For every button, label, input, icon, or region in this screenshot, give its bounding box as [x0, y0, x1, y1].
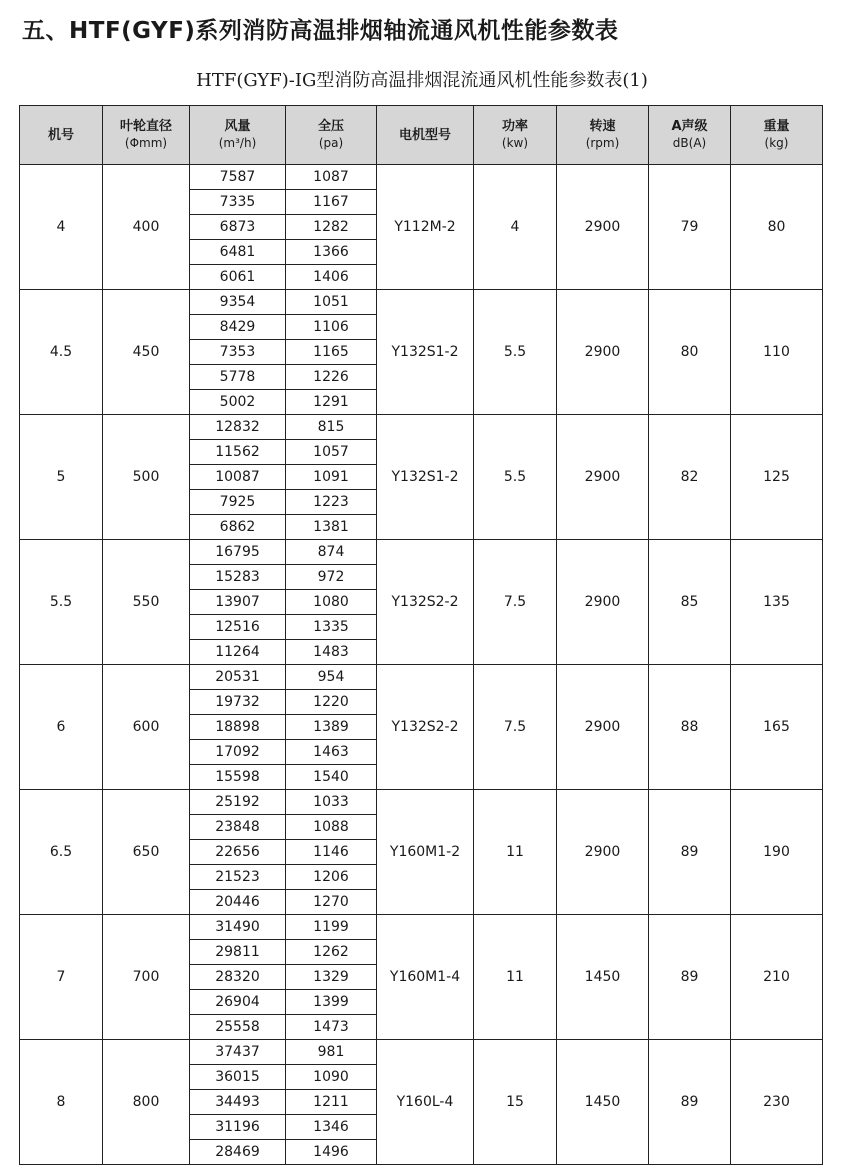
cell-airflow: 37437	[190, 1040, 286, 1065]
cell-speed: 2900	[557, 790, 649, 915]
header-power	[474, 106, 557, 165]
cell-diameter: 800	[103, 1040, 190, 1165]
cell-motor: Y132S1-2	[377, 290, 474, 415]
header-label: A声级	[671, 119, 708, 134]
cell-pressure: 1206	[286, 865, 377, 890]
header-unit: (kw)	[501, 136, 529, 150]
cell-motor: Y160M1-2	[377, 790, 474, 915]
cell-airflow: 36015	[190, 1065, 286, 1090]
cell-pressure: 1329	[286, 965, 377, 990]
cell-noise: 88	[649, 665, 731, 790]
cell-diameter: 400	[103, 165, 190, 290]
cell-pressure: 1051	[286, 290, 377, 315]
cell-motor: Y160M1-4	[377, 915, 474, 1040]
cell-pressure: 1211	[286, 1090, 377, 1115]
cell-pressure: 1282	[286, 215, 377, 240]
cell-pressure: 1496	[286, 1140, 377, 1165]
cell-pressure: 1463	[286, 740, 377, 765]
cell-pressure: 1473	[286, 1015, 377, 1040]
cell-airflow: 15598	[190, 765, 286, 790]
cell-airflow: 12832	[190, 415, 286, 440]
header-noise	[649, 106, 731, 165]
cell-pressure: 1033	[286, 790, 377, 815]
cell-pressure: 1366	[286, 240, 377, 265]
cell-weight: 125	[731, 415, 823, 540]
cell-pressure: 815	[286, 415, 377, 440]
cell-pressure: 1346	[286, 1115, 377, 1140]
cell-model: 6.5	[20, 790, 103, 915]
cell-speed: 2900	[557, 165, 649, 290]
cell-airflow: 12516	[190, 615, 286, 640]
cell-airflow: 20531	[190, 665, 286, 690]
cell-diameter: 500	[103, 415, 190, 540]
table-row	[20, 1040, 823, 1065]
cell-pressure: 1483	[286, 640, 377, 665]
cell-noise: 85	[649, 540, 731, 665]
header-unit: (kg)	[764, 136, 789, 150]
cell-speed: 1450	[557, 915, 649, 1040]
cell-motor: Y132S2-2	[377, 540, 474, 665]
cell-airflow: 7925	[190, 490, 286, 515]
cell-pressure: 1335	[286, 615, 377, 640]
cell-pressure: 1540	[286, 765, 377, 790]
cell-weight: 165	[731, 665, 823, 790]
cell-airflow: 6873	[190, 215, 286, 240]
header-label: 电机型号	[398, 127, 451, 143]
cell-weight: 230	[731, 1040, 823, 1165]
table-title: HTF(GYF)-IG型消防高温排烟混流通风机性能参数表(1)	[196, 70, 648, 91]
cell-pressure: 1399	[286, 990, 377, 1015]
cell-weight: 210	[731, 915, 823, 1040]
table-header	[20, 106, 823, 165]
cell-pressure: 981	[286, 1040, 377, 1065]
header-pressure	[286, 106, 377, 165]
cell-weight: 110	[731, 290, 823, 415]
cell-airflow: 15283	[190, 565, 286, 590]
cell-model: 7	[20, 915, 103, 1040]
header-label: 重量	[763, 119, 790, 134]
table-body	[20, 165, 823, 1165]
cell-speed: 2900	[557, 415, 649, 540]
cell-pressure: 1165	[286, 340, 377, 365]
cell-power: 5.5	[474, 415, 557, 540]
header-motor	[377, 106, 474, 165]
header-unit: (Φmm)	[124, 136, 168, 150]
cell-speed: 2900	[557, 665, 649, 790]
cell-diameter: 650	[103, 790, 190, 915]
cell-airflow: 6481	[190, 240, 286, 265]
cell-model: 5	[20, 415, 103, 540]
cell-noise: 82	[649, 415, 731, 540]
cell-power: 15	[474, 1040, 557, 1165]
header-label: 转速	[589, 119, 616, 134]
cell-pressure: 1080	[286, 590, 377, 615]
cell-airflow: 6862	[190, 515, 286, 540]
cell-pressure: 874	[286, 540, 377, 565]
cell-power: 7.5	[474, 540, 557, 665]
cell-airflow: 20446	[190, 890, 286, 915]
table-row	[20, 790, 823, 815]
cell-airflow: 16795	[190, 540, 286, 565]
header-label: 风量	[224, 119, 251, 134]
cell-airflow: 7587	[190, 165, 286, 190]
header-unit: (rpm)	[585, 136, 620, 150]
cell-pressure: 1226	[286, 365, 377, 390]
cell-airflow: 22656	[190, 840, 286, 865]
cell-airflow: 19732	[190, 690, 286, 715]
performance-table	[19, 105, 823, 1165]
header-label: 机号	[47, 127, 74, 143]
cell-model: 4.5	[20, 290, 103, 415]
cell-diameter: 600	[103, 665, 190, 790]
cell-pressure: 1087	[286, 165, 377, 190]
cell-pressure: 1199	[286, 915, 377, 940]
table-row	[20, 415, 823, 440]
cell-pressure: 1406	[286, 265, 377, 290]
cell-model: 5.5	[20, 540, 103, 665]
cell-airflow: 5778	[190, 365, 286, 390]
cell-pressure: 1057	[286, 440, 377, 465]
cell-pressure: 1146	[286, 840, 377, 865]
cell-pressure: 1090	[286, 1065, 377, 1090]
cell-power: 5.5	[474, 290, 557, 415]
cell-power: 7.5	[474, 665, 557, 790]
table-row	[20, 290, 823, 315]
cell-pressure: 1088	[286, 815, 377, 840]
table-row	[20, 165, 823, 190]
cell-airflow: 21523	[190, 865, 286, 890]
cell-airflow: 18898	[190, 715, 286, 740]
cell-pressure: 1220	[286, 690, 377, 715]
cell-model: 6	[20, 665, 103, 790]
header-unit: (pa)	[318, 136, 344, 150]
cell-speed: 2900	[557, 540, 649, 665]
cell-motor: Y132S1-2	[377, 415, 474, 540]
cell-airflow: 25558	[190, 1015, 286, 1040]
cell-weight: 135	[731, 540, 823, 665]
cell-power: 11	[474, 790, 557, 915]
cell-airflow: 28469	[190, 1140, 286, 1165]
cell-diameter: 550	[103, 540, 190, 665]
cell-pressure: 1270	[286, 890, 377, 915]
cell-pressure: 1291	[286, 390, 377, 415]
cell-airflow: 11264	[190, 640, 286, 665]
cell-airflow: 11562	[190, 440, 286, 465]
cell-pressure: 1262	[286, 940, 377, 965]
cell-airflow: 31490	[190, 915, 286, 940]
header-row	[20, 106, 823, 165]
cell-airflow: 23848	[190, 815, 286, 840]
cell-airflow: 28320	[190, 965, 286, 990]
cell-airflow: 25192	[190, 790, 286, 815]
cell-power: 11	[474, 915, 557, 1040]
cell-pressure: 972	[286, 565, 377, 590]
cell-pressure: 1167	[286, 190, 377, 215]
table-row	[20, 915, 823, 940]
cell-speed: 2900	[557, 290, 649, 415]
table-row	[20, 665, 823, 690]
cell-airflow: 6061	[190, 265, 286, 290]
cell-speed: 1450	[557, 1040, 649, 1165]
cell-airflow: 10087	[190, 465, 286, 490]
cell-pressure: 1389	[286, 715, 377, 740]
header-label: 叶轮直径	[119, 119, 172, 134]
cell-noise: 89	[649, 915, 731, 1040]
cell-pressure: 954	[286, 665, 377, 690]
cell-motor: Y160L-4	[377, 1040, 474, 1165]
header-airflow	[190, 106, 286, 165]
cell-airflow: 34493	[190, 1090, 286, 1115]
header-unit: (m³/h)	[218, 136, 257, 150]
cell-noise: 80	[649, 290, 731, 415]
cell-motor: Y112M-2	[377, 165, 474, 290]
cell-weight: 190	[731, 790, 823, 915]
cell-airflow: 9354	[190, 290, 286, 315]
cell-pressure: 1381	[286, 515, 377, 540]
cell-diameter: 450	[103, 290, 190, 415]
cell-power: 4	[474, 165, 557, 290]
header-label: 功率	[501, 119, 528, 134]
cell-diameter: 700	[103, 915, 190, 1040]
page-title: 五、HTF(GYF)系列消防高温排烟轴流通风机性能参数表	[22, 18, 619, 44]
cell-airflow: 13907	[190, 590, 286, 615]
cell-airflow: 29811	[190, 940, 286, 965]
cell-airflow: 7353	[190, 340, 286, 365]
cell-motor: Y132S2-2	[377, 665, 474, 790]
header-speed	[557, 106, 649, 165]
cell-airflow: 26904	[190, 990, 286, 1015]
header-weight	[731, 106, 823, 165]
cell-pressure: 1223	[286, 490, 377, 515]
cell-airflow: 7335	[190, 190, 286, 215]
cell-noise: 79	[649, 165, 731, 290]
table-row	[20, 540, 823, 565]
cell-pressure: 1091	[286, 465, 377, 490]
header-diameter	[103, 106, 190, 165]
cell-model: 4	[20, 165, 103, 290]
cell-airflow: 5002	[190, 390, 286, 415]
header-model	[20, 106, 103, 165]
header-label: 全压	[317, 119, 344, 134]
cell-model: 8	[20, 1040, 103, 1165]
cell-airflow: 17092	[190, 740, 286, 765]
cell-weight: 80	[731, 165, 823, 290]
header-unit: dB(A)	[672, 136, 707, 150]
cell-pressure: 1106	[286, 315, 377, 340]
cell-airflow: 31196	[190, 1115, 286, 1140]
cell-noise: 89	[649, 790, 731, 915]
cell-noise: 89	[649, 1040, 731, 1165]
cell-airflow: 8429	[190, 315, 286, 340]
